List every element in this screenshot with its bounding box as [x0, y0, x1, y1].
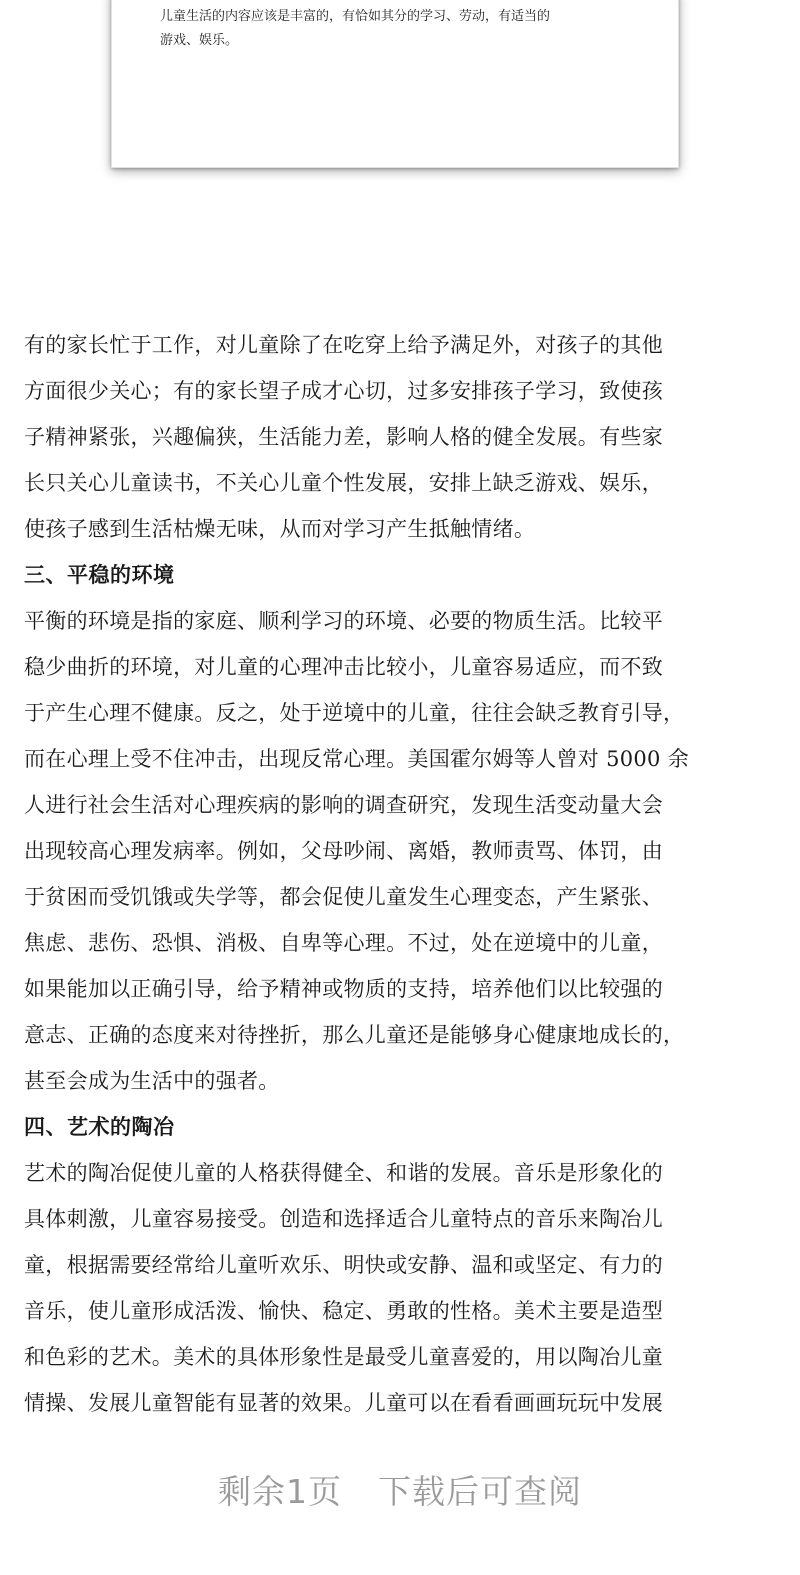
text-line: 具体刺激，儿童容易接受。创造和选择适合儿童特点的音乐来陶冶儿: [24, 1207, 663, 1231]
text-line: 于贫困而受饥饿或失学等，都会促使儿童发生心理变态，产生紧张、: [24, 885, 663, 909]
document-body: [24, 322, 784, 1426]
paragraph-stable-environment: [24, 598, 784, 1104]
text-line: 情操、发展儿童智能有显著的效果。儿童可以在看看画画玩玩中发展: [24, 1391, 663, 1415]
text-line: 童，根据需要经常给儿童听欢乐、明快或安静、温和或坚定、有力的: [24, 1253, 663, 1277]
text-line: 焦虑、悲伤、恐惧、消极、自卑等心理。不过，处在逆境中的儿童，: [24, 931, 663, 955]
section-heading-stable-environment: 三、平稳的环境: [24, 563, 175, 587]
text-line: 音乐，使儿童形成活泼、愉快、稳定、勇敢的性格。美术主要是造型: [24, 1299, 663, 1323]
download-prompt[interactable]: [0, 1462, 800, 1522]
text-line: 如果能加以正确引导，给予精神或物质的支持，培养他们以比较强的: [24, 977, 663, 1001]
text-line: 而在心理上受不住冲击，出现反常心理。美国霍尔姆等人曾对 5000 余: [24, 747, 689, 771]
text-line: 长只关心儿童读书，不关心儿童个性发展，安排上缺乏游戏、娱乐，: [24, 471, 663, 495]
text-line: 艺术的陶冶促使儿童的人格获得健全、和谐的发展。音乐是形象化的: [24, 1161, 663, 1185]
paragraph-art: [24, 1150, 784, 1426]
paragraph-parenting: [24, 322, 784, 552]
text-line: 使孩子感到生活枯燥无味，从而对学习产生抵触情绪。: [24, 517, 536, 541]
text-line: 意志、正确的态度来对待挫折，那么儿童还是能够身心健康地成长的，: [24, 1023, 685, 1047]
preview-text: [160, 5, 640, 53]
preview-line: 儿童生活的内容应该是丰富的，有恰如其分的学习、劳动，有适当的: [160, 9, 551, 24]
text-line: 和色彩的艺术。美术的具体形象性是最受儿童喜爱的，用以陶冶儿童: [24, 1345, 663, 1369]
text-line: 稳少曲折的环境，对儿童的心理冲击比较小，儿童容易适应，而不致: [24, 655, 663, 679]
text-line: 有的家长忙于工作，对儿童除了在吃穿上给予满足外，对孩子的其他: [24, 333, 663, 357]
text-line: 于产生心理不健康。反之，处于逆境中的儿童，往往会缺乏教育引导，: [24, 701, 685, 725]
text-line: 人进行社会生活对心理疾病的影响的调查研究，发现生活变动量大会: [24, 793, 663, 817]
text-line: 子精神紧张，兴趣偏狭，生活能力差，影响人格的健全发展。有些家: [24, 425, 663, 449]
remaining-pages-label: 剩余1页: [218, 1472, 342, 1511]
text-line: 方面很少关心；有的家长望子成才心切，过多安排孩子学习，致使孩: [24, 379, 663, 403]
section-heading-art: 四、艺术的陶冶: [24, 1115, 175, 1139]
download-to-view-label: 下载后可查阅: [378, 1472, 582, 1511]
previous-page-preview: [111, 0, 679, 168]
text-line: 平衡的环境是指的家庭、顺利学习的环境、必要的物质生活。比较平: [24, 609, 663, 633]
preview-line: 游戏、娱乐。: [160, 33, 239, 48]
text-line: 甚至会成为生活中的强者。: [24, 1069, 280, 1093]
text-line: 出现较高心理发病率。例如，父母吵闹、离婚，教师责骂、体罚，由: [24, 839, 663, 863]
